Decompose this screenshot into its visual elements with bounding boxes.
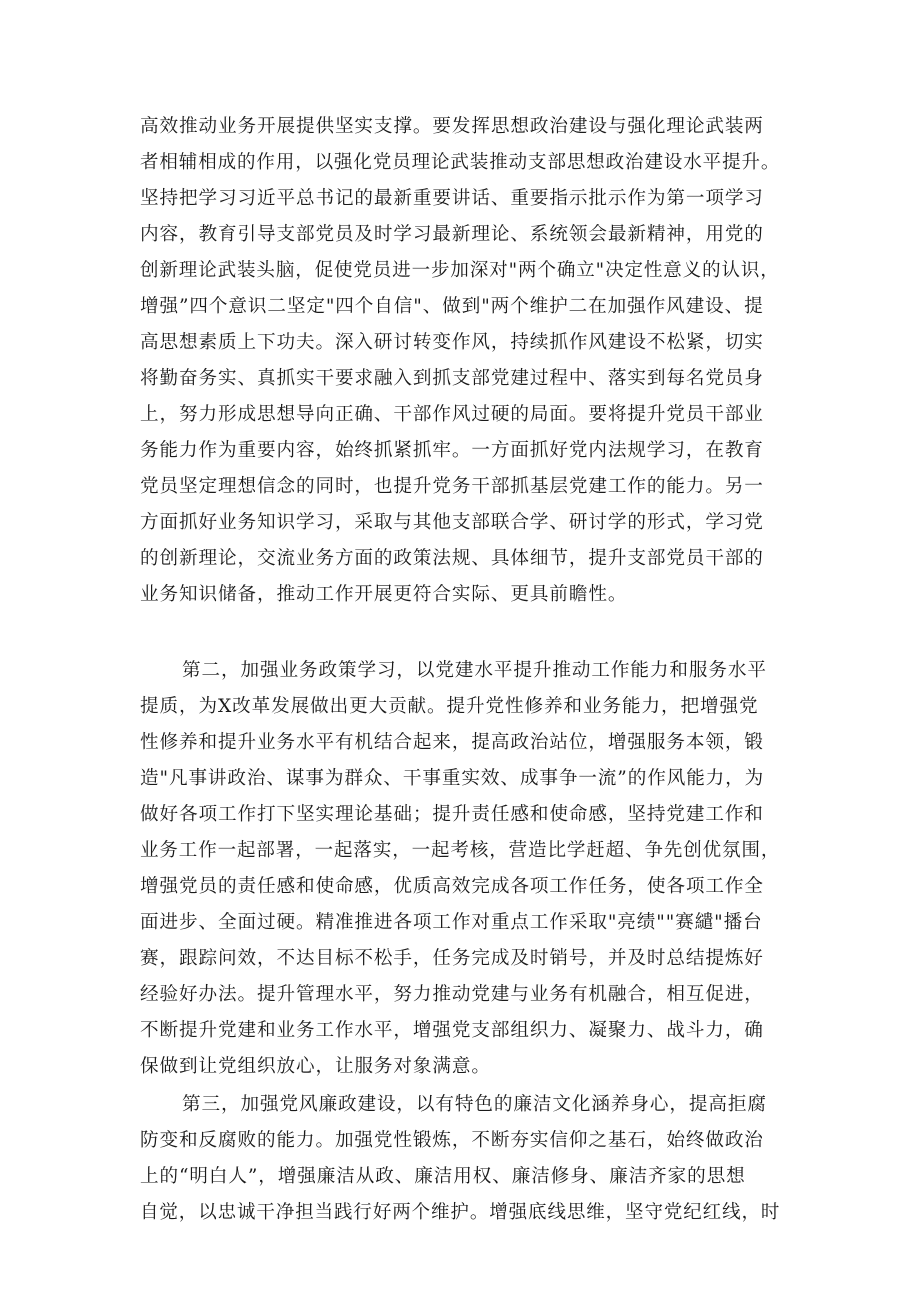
paragraph-2-line-8: 面进步、全面过硬。精准推进各项工作对重点工作采取"亮绩""赛繾"播台 xyxy=(140,912,763,933)
paragraph-3-line-2: 防变和反腐败的能力。加强党性锻炼，不断夯实信仰之基石，始终做政治 xyxy=(140,1130,764,1151)
paragraph-1-line-8: 将勤奋务实、真抓实干要求融入到抓支部党建过程中、落实到每名党员身 xyxy=(140,368,764,389)
paragraph-2-line-5: 做好各项工作打下坚实理论基础；提升责任感和使命感，坚持党建工作和 xyxy=(140,804,764,825)
paragraph-1-line-7: 高思想素质上下功夫。深入研讨转变作风，持续抓作风建设不松紧，切实 xyxy=(140,332,764,353)
paragraph-1-line-6: 增强”四个意识二坚定"四个自信"、做到"两个维护二在加强作风建设、提 xyxy=(140,296,764,317)
paragraph-1-line-11: 党员坚定理想信念的同时，也提升党务干部抓基层党建工作的能力。另一 xyxy=(140,476,764,497)
paragraph-3-line-3: 上的“明白人”，增强廉洁从政、廉洁用权、廉洁修身、廉洁齐家的思想 xyxy=(140,1166,746,1187)
paragraph-1-line-5: 创新理论武装头脑，促使党员进一步加深对"两个确立"决定性意义的认识， xyxy=(140,260,780,281)
paragraph-2-line-9: 赛，跟踪问效，不达目标不松手，任务完成及时销号，并及时总结提炼好 xyxy=(140,948,764,969)
paragraph-3-line-1: 第三，加强党风廉政建设，以有特色的廉洁文化涵养身心，提高拒腐 xyxy=(182,1094,767,1115)
paragraph-2-line-1: 第二，加强业务政策学习，以党建水平提升推动工作能力和服务水平 xyxy=(182,660,767,681)
paragraph-2-line-4: 造"凡事讲政治、谋事为群众、干事重实效、成事争一流”的作风能力，为 xyxy=(140,768,765,789)
paragraph-2-line-6: 业务工作一起部署，一起落实，一起考核，营造比学赶超、争先创优氛围， xyxy=(140,840,781,861)
paragraph-1-line-13: 的创新理论，交流业务方面的政策法规、具体细节，提升支部党员干部的 xyxy=(140,548,764,569)
paragraph-1-line-3: 坚持把学习习近平总书记的最新重要讲话、重要指示批示作为第一项学习 xyxy=(140,188,764,209)
paragraph-2-line-11: 不断提升党建和业务工作水平，增强党支部组织力、凝聚力、战斗力，确 xyxy=(140,1020,764,1041)
paragraph-1-line-12: 方面抓好业务知识学习，采取与其他支部联合学、研讨学的形式，学习党 xyxy=(140,512,764,533)
paragraph-3-line-4: 自觉，以忠诚干净担当践行好两个维护。增强底线思维，坚守党纪红线，时 xyxy=(140,1202,781,1223)
paragraph-1-line-10: 务能力作为重要内容，始终抓紧抓牢。一方面抓好党内法规学习，在教育 xyxy=(140,440,764,461)
paragraph-1-line-1: 高效推动业务开展提供坚实支撑。要发挥思想政治建设与强化理论武装两 xyxy=(140,116,764,137)
paragraph-2-line-3: 性修养和提升业务水平有机结合起来，提高政治站位，增强服务本领，锻 xyxy=(140,732,764,753)
paragraph-2-line-12: 保做到让党组织放心，让服务对象满意。 xyxy=(140,1056,491,1077)
paragraph-1-line-2: 者相辅相成的作用，以强化党员理论武装推动支部思想政治建设水平提升。 xyxy=(140,152,781,173)
paragraph-2-line-7: 增强党员的责任感和使命感，优质高效完成各项工作任务，使各项工作全 xyxy=(140,876,764,897)
paragraph-2-line-2: 提质，为X改革发展做出更大贡献。提升党性修养和业务能力，把增强党 xyxy=(140,696,759,717)
paragraph-1-line-4: 内容，教育引导支部党员及时学习最新理论、系统领会最新精神，用党的 xyxy=(140,224,764,245)
paragraph-1-line-9: 上，努力形成思想导向正确、干部作风过硬的局面。要将提升党员干部业 xyxy=(140,404,764,425)
paragraph-2-line-10: 经验好办法。提升管理水平，努力推动党建与业务有机融合，相互促进， xyxy=(140,984,764,1005)
paragraph-1-line-14: 业务知识储备，推动工作开展更符合实际、更具前瞻性。 xyxy=(140,584,628,605)
